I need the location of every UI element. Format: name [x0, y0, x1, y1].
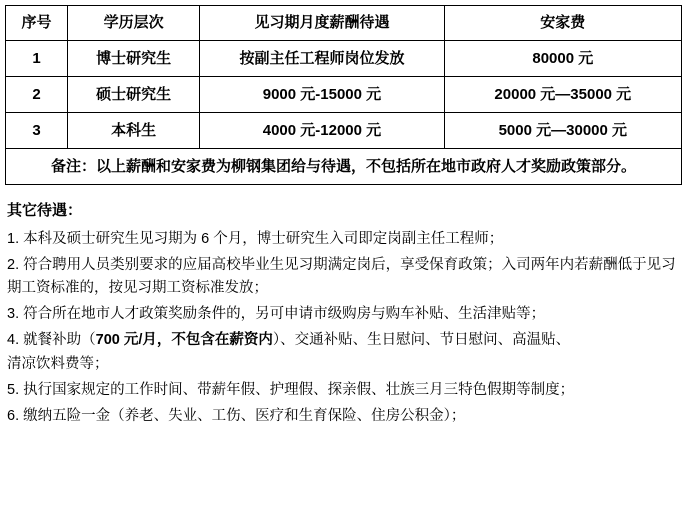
- cell-level: 本科生: [68, 113, 200, 149]
- column-header-no: 序号: [6, 6, 68, 41]
- table-row: [6, 113, 682, 149]
- cell-salary: 按副主任工程师岗位发放: [200, 41, 444, 77]
- table-header: [6, 6, 682, 41]
- cell-bonus: 20000 元—35000 元: [444, 77, 681, 113]
- table-row: [6, 77, 682, 113]
- column-header-salary: 见习期月度薪酬待遇: [200, 6, 444, 41]
- meal-allowance-amount: 700 元/月，不包含在薪资内: [95, 332, 273, 349]
- cell-level: 硕士研究生: [68, 77, 200, 113]
- column-header-bonus: 安家费: [444, 6, 681, 41]
- meal-allowance-prefix: 4. 就餐补助（: [7, 332, 96, 349]
- table-note-row: [6, 149, 682, 185]
- cell-no: 3: [6, 113, 68, 149]
- column-header-level: 学历层次: [68, 6, 200, 41]
- other-benefits-section: [7, 199, 679, 428]
- other-benefits-title: 其它待遇：: [7, 202, 83, 219]
- salary-table: [5, 5, 682, 185]
- other-benefits-list: [7, 228, 679, 428]
- meal-allowance-line2: 清凉饮料费等；: [7, 355, 109, 372]
- list-item: 5. 执行国家规定的工作时间、带薪年假、护理假、探亲假、壮族三月三特色假期等制度；: [7, 381, 575, 398]
- table-note: 备注：以上薪酬和安家费为柳钢集团给与待遇，不包括所在地市政府人才奖励政策部分。: [6, 149, 682, 185]
- cell-bonus: 80000 元: [444, 41, 681, 77]
- table-row: [6, 41, 682, 77]
- meal-allowance-suffix: ）、交通补贴、生日慰问、节日慰问、高温贴、: [272, 332, 571, 349]
- cell-salary: 4000 元-12000 元: [200, 113, 444, 149]
- table-header-row: [6, 6, 682, 41]
- list-item: 3. 符合所在地市人才政策奖励条件的，另可申请市级购房与购车补贴、生活津贴等；: [7, 306, 546, 323]
- document-page: [0, 5, 687, 518]
- list-item: 2. 符合聘用人员类别要求的应届高校毕业生见习期满定岗后，享受保育政策；入司两年内若薪酬低于见习期工资标准的，按见习期工资标准发放；: [7, 256, 676, 297]
- list-item-meal-allowance: [7, 329, 679, 376]
- cell-level: 博士研究生: [68, 41, 200, 77]
- table-body: [6, 41, 682, 185]
- list-item: 6. 缴纳五险一金（养老、失业、工伤、医疗和生育保险、住房公积金）；: [7, 407, 466, 424]
- cell-salary: 9000 元-15000 元: [200, 77, 444, 113]
- cell-no: 2: [6, 77, 68, 113]
- cell-no: 1: [6, 41, 68, 77]
- list-item: 1. 本科及硕士研究生见习期为 6 个月，博士研究生入司即定岗副主任工程师；: [7, 231, 504, 247]
- cell-bonus: 5000 元—30000 元: [444, 113, 681, 149]
